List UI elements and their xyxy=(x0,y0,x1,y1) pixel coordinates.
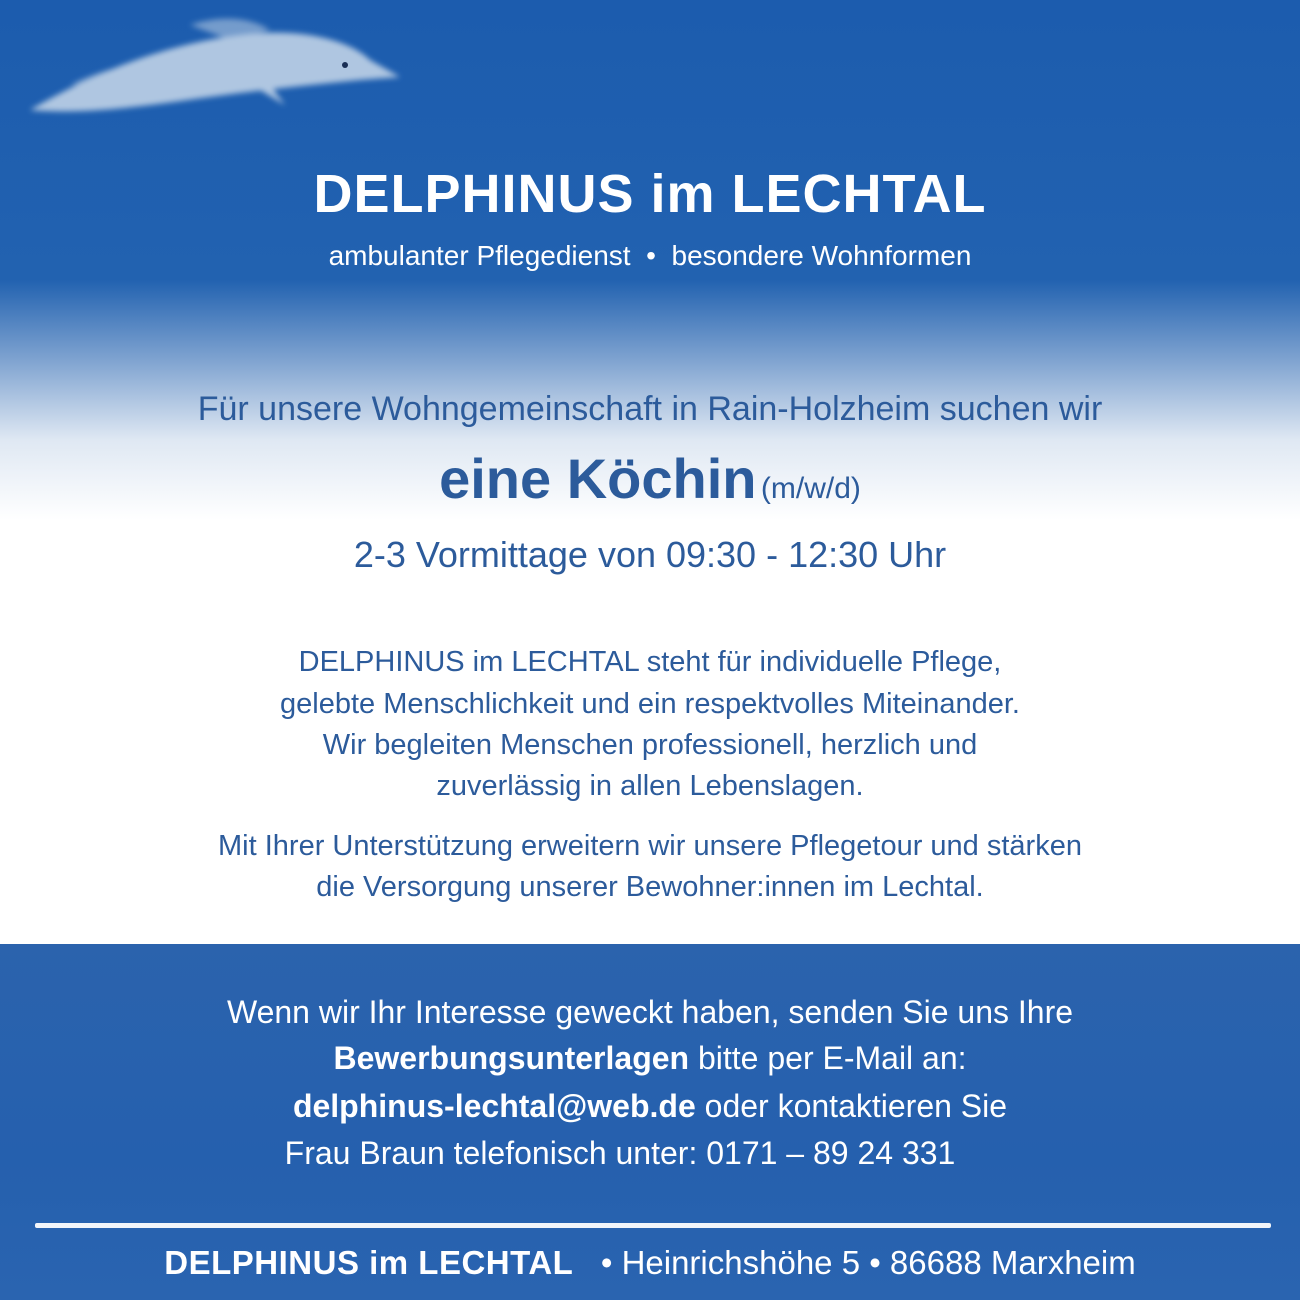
contact-line-3 xyxy=(0,1088,1300,1125)
contact-line-2 xyxy=(0,1040,1300,1077)
footer-address: • Heinrichshöhe 5 • 86688 Marxheim xyxy=(600,1244,1136,1281)
about-line: die Versorgung unserer Bewohner:innen im Lechtal. xyxy=(316,871,984,903)
job-hours: 2-3 Vormittage von 09:30 - 12:30 Uhr xyxy=(353,534,947,575)
tagline-bullet: • xyxy=(646,240,656,271)
tagline xyxy=(0,240,1300,272)
about-line: Mit Ihrer Unterstützung erweitern wir unsere Pflegetour und stärken xyxy=(218,830,1082,862)
dolphin-image xyxy=(10,5,410,135)
contact-line-2-rest: bitte per E-Mail an: xyxy=(689,1040,967,1076)
divider xyxy=(35,1223,1271,1228)
contact-line-1: Wenn wir Ihr Interesse geweckt haben, senden Sie uns Ihre xyxy=(226,994,1074,1030)
application-docs: Bewerbungsunterlagen xyxy=(333,1040,690,1076)
tagline-right: besondere Wohnformen xyxy=(671,240,972,271)
job-title: eine Köchin xyxy=(439,447,757,510)
about-line: Wir begleiten Menschen professionell, herzlich und xyxy=(322,729,978,761)
contact-line-3-rest: oder kontaktieren Sie xyxy=(695,1088,1008,1124)
email-link[interactable]: delphinus-lechtal@web.de xyxy=(292,1088,696,1124)
contact-line-4: Frau Braun telefonisch unter: 0171 – 89 24 331 xyxy=(284,1135,956,1171)
about-line: gelebte Menschlichkeit und ein respektvolles Miteinander. xyxy=(280,688,1020,720)
tagline-left: ambulanter Pflegedienst xyxy=(328,240,631,271)
job-intro: Für unsere Wohngemeinschaft in Rain-Holzheim suchen wir xyxy=(197,390,1103,428)
footer-brand: DELPHINUS im LECHTAL xyxy=(164,1244,574,1281)
gender-note: (m/w/d) xyxy=(760,472,861,505)
job-title-line xyxy=(0,446,1300,511)
brand-title: DELPHINUS im LECHTAL xyxy=(313,164,987,224)
about-line: zuverlässig in allen Lebenslagen. xyxy=(436,770,864,802)
footer xyxy=(0,1244,1300,1282)
about-line: DELPHINUS im LECHTAL steht für individuelle Pflege, xyxy=(298,646,1002,678)
